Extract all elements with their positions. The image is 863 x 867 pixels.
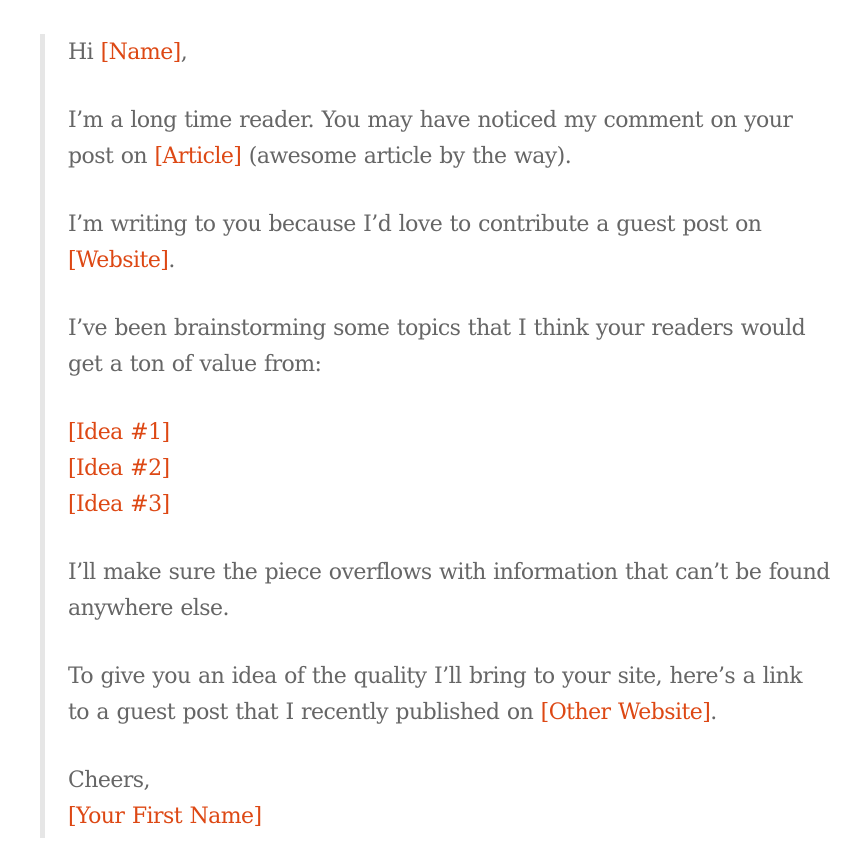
quality-paragraph (68, 659, 830, 731)
ideas-list (68, 415, 830, 523)
email-template-blockquote (40, 34, 830, 838)
signature-placeholder: [Your First Name] (68, 804, 262, 829)
purpose-text-after: . (168, 248, 175, 273)
intro-paragraph (68, 103, 830, 175)
quality-text-after: . (710, 700, 717, 725)
intro-text-before: I’m a long time reader. You may have noticed my comment on your post on (68, 108, 793, 169)
other-website-placeholder: [Other Website] (540, 700, 711, 725)
signoff-text: Cheers, (68, 768, 150, 793)
greeting-prefix: Hi (68, 40, 101, 65)
idea-placeholder: [Idea #3] (68, 492, 170, 517)
purpose-paragraph (68, 207, 830, 279)
name-placeholder: [Name] (100, 40, 181, 65)
intro-text-after: (awesome article by the way). (241, 144, 572, 169)
quality-text-before: To give you an idea of the quality I’ll bring to your site, here’s a link to a guest post that I recently published on (68, 664, 803, 725)
purpose-text-before: I’m writing to you because I’d love to contribute a guest post on (68, 212, 762, 237)
idea-placeholder: [Idea #2] (68, 456, 170, 481)
website-placeholder: [Website] (68, 248, 169, 273)
promise-paragraph: I’ll make sure the piece overflows with information that can’t be found anywhere else. (68, 560, 830, 621)
brainstorm-paragraph: I’ve been brainstorming some topics that I think your readers would get a ton of value from: (68, 316, 806, 377)
idea-placeholder: [Idea #1] (68, 420, 170, 445)
greeting-suffix: , (180, 40, 188, 65)
article-placeholder: [Article] (154, 144, 242, 169)
signoff-paragraph (68, 763, 830, 835)
greeting-paragraph (68, 35, 830, 71)
